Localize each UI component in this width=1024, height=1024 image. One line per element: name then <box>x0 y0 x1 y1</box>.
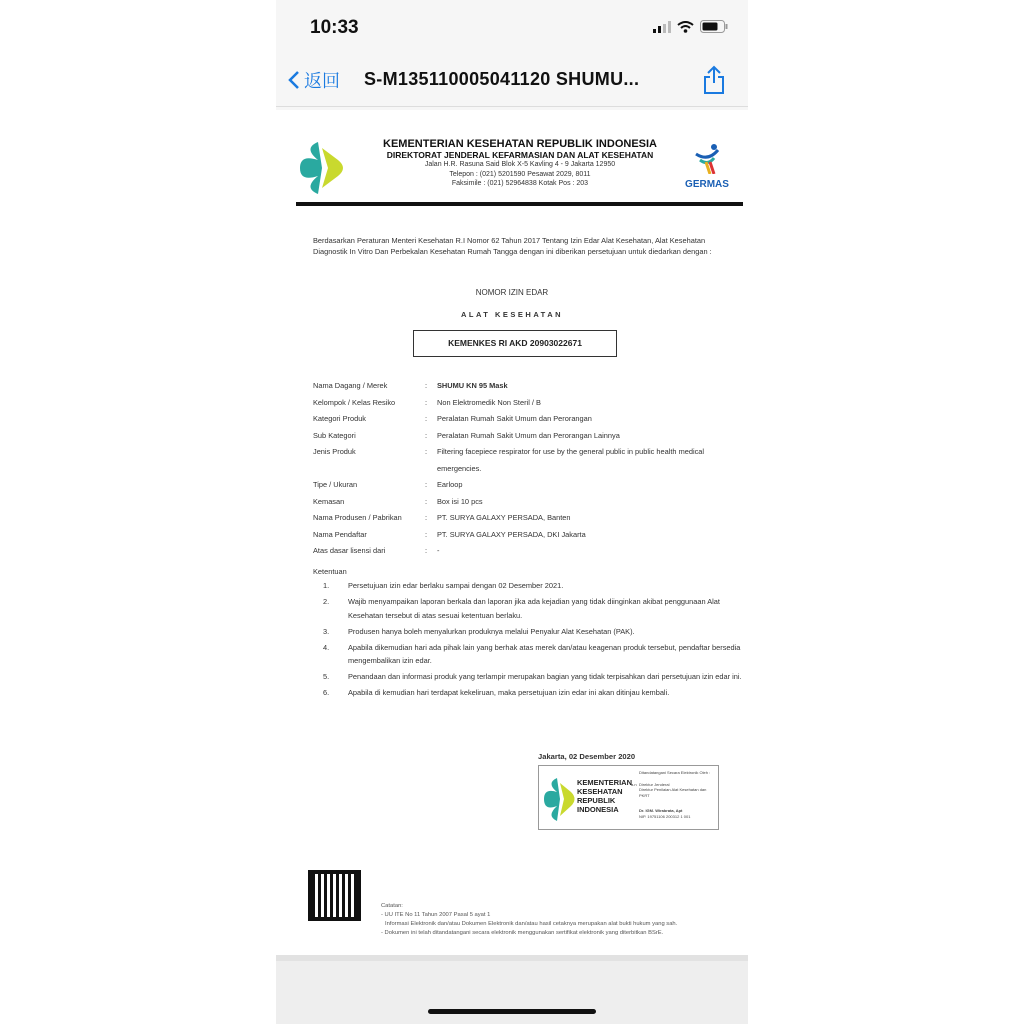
germas-logo <box>680 142 734 190</box>
chevron-left-icon <box>288 70 300 90</box>
field-value: Earloop <box>437 480 463 489</box>
field-row <box>313 477 733 494</box>
ketentuan-number: 2. <box>323 597 330 606</box>
field-label: Atas dasar lisensi dari <box>313 546 386 555</box>
germas-label: GERMAS <box>685 179 729 190</box>
role1: Direktur Jenderal <box>639 781 670 787</box>
field-colon: : <box>425 480 428 489</box>
field-colon: : <box>425 529 428 539</box>
phone-screen <box>276 0 748 1024</box>
field-colon: : <box>425 414 428 423</box>
intro-text: Berdasarkan Peraturan Menteri Kesehatan R.I Nomor 62 Tahun 2017 Tentang Izin Edar Alat Kesehatan, Alat Kesehatan Diagnostik In Vitro Dan Perbekalan Kesehatan Rumah Tangga dengan ini diberikan persetujuan untuk diedarkan dengan : <box>313 236 712 256</box>
field-label: Nama Pendaftar <box>313 529 367 539</box>
field-value: - <box>437 546 440 555</box>
battery-icon <box>700 20 728 33</box>
nomor-label: NOMOR IZIN EDAR <box>475 288 549 297</box>
field-row <box>313 543 733 560</box>
field-label: Sub Kategori <box>313 430 356 440</box>
field-row <box>313 395 733 412</box>
header-address: Jalan H.R. Rasuna Said Blok X-5 Kavling 4 - 9 Jakarta 12950 <box>424 161 616 168</box>
header-divider <box>296 202 743 206</box>
signed-by: Ditandatangani Secara Elektronik Oleh : <box>639 770 711 775</box>
ketentuan-text: Produsen hanya boleh menyalurkan produknya melalui Penyalur Alat Kesehatan (PAK). <box>348 626 635 636</box>
qr-code <box>308 870 361 921</box>
status-bar <box>276 0 748 55</box>
field-label: Jenis Produk <box>313 447 356 456</box>
field-colon: : <box>425 397 428 407</box>
notes-line3: - Dokumen ini telah ditandatangani secara elektronik menggunakan sertifikat elektronik yang diterbitkan BSrE. <box>381 930 664 936</box>
back-label: 返回 <box>304 71 340 91</box>
ketentuan-text: Wajib menyampaikan laporan berkala dan laporan jika ada kejadian yang tidak diinginkan akibat penggunaan Alat Kesehatan tersebut di atas sesuai ketentuan berlaku. <box>348 597 720 620</box>
header-directorate: DIREKTORAT JENDERAL KEFARMASIAN DAN ALAT KESEHATAN <box>386 150 654 160</box>
wifi-icon <box>677 21 694 33</box>
field-value: Peralatan Rumah Sakit Umum dan Perorangan <box>437 414 592 423</box>
back-button[interactable] <box>288 67 340 93</box>
status-time: 10:33 <box>310 17 359 38</box>
role2: Direktur Penilaian Alat Kesehatan dan PKRT <box>639 787 707 798</box>
field-value: Box isi 10 pcs <box>437 496 483 506</box>
bottom-area <box>276 955 748 1024</box>
field-label: Kategori Produk <box>313 414 366 423</box>
signal-icon <box>653 21 671 33</box>
signature-date: Jakarta, 02 Desember 2020 <box>538 752 636 761</box>
ketentuan-item <box>313 579 733 593</box>
notes-line2: Informasi Elektronik dan/atau Dokumen Elektronik dan/atau hasil cetaknya merupakan alat bukti hukum yang sah. <box>385 921 678 927</box>
field-row <box>313 494 733 511</box>
field-value: PT. SURYA GALAXY PERSADA, DKI Jakarta <box>437 529 586 539</box>
field-colon: : <box>425 447 428 456</box>
document-page <box>276 110 748 955</box>
field-value: Filtering facepiece respirator for use by the general public in public health medical emergencies. <box>437 447 705 473</box>
ketentuan-number: 3. <box>323 626 330 636</box>
notes-label: Catatan: <box>381 903 403 909</box>
header-fax: Faksimile : (021) 52964838 Kotak Pos : 203 <box>451 180 589 187</box>
permit-number: KEMENKES RI AKD 20903022671 <box>413 330 617 357</box>
signer-nip: NIP. 19751106 200312 1 001 <box>639 813 691 819</box>
header-phone: Telepon : (021) 5201590 Pesawat 2029, 8011 <box>449 170 591 178</box>
ketentuan-number: 1. <box>323 581 330 590</box>
navigation-bar <box>276 55 748 107</box>
field-colon: : <box>425 546 428 555</box>
field-value: PT. SURYA GALAXY PERSADA, Banten <box>437 513 571 522</box>
share-icon[interactable] <box>702 65 726 95</box>
ketentuan-number: 4. <box>323 642 330 652</box>
field-colon: : <box>425 381 428 390</box>
signature-block <box>538 765 719 830</box>
field-label: Kemasan <box>313 496 345 506</box>
field-value: Peralatan Rumah Sakit Umum dan Perorangan Lainnya <box>437 430 620 440</box>
ketentuan-text: Penandaan dan informasi produk yang terlampir merupakan bagian yang tidak terpisahkan dari persetujuan izin edar ini. <box>348 672 742 681</box>
field-label: Nama Dagang / Merek <box>313 381 388 390</box>
field-row <box>313 444 733 477</box>
header-ministry: KEMENTERIAN KESEHATAN REPUBLIK INDONESIA <box>383 138 657 150</box>
ketentuan-label: Ketentuan <box>313 567 347 576</box>
ketentuan-item <box>313 625 733 639</box>
field-colon: : <box>425 430 428 440</box>
ketentuan-number: 5. <box>323 672 330 681</box>
ketentuan-text: Persetujuan izin edar berlaku sampai dengan 02 Desember 2021. <box>348 581 564 590</box>
field-value: SHUMU KN 95 Mask <box>437 381 508 390</box>
field-colon: : <box>425 513 428 522</box>
field-label: Kelompok / Kelas Resiko <box>313 397 396 407</box>
ketentuan-number: 6. <box>323 688 330 697</box>
field-label: Tipe / Ukuran <box>313 480 358 489</box>
field-colon: : <box>425 496 428 506</box>
field-row <box>313 527 733 544</box>
kemenkes-logo-icon <box>298 140 348 195</box>
field-row <box>313 378 733 395</box>
home-indicator[interactable] <box>428 1009 596 1014</box>
ketentuan-list <box>313 579 742 702</box>
ketentuan-text: Apabila di kemudian hari terdapat kekeliruan, maka persetujuan izin edar ini akan ditinjau kembali. <box>348 688 670 697</box>
an: a.n <box>631 781 637 787</box>
document-title: S-M135110005041120 SHUMU... <box>364 69 640 89</box>
germas-figure-icon <box>692 142 722 174</box>
field-value: Non Elektromedik Non Steril / B <box>437 397 541 407</box>
ketentuan-item <box>313 641 741 668</box>
field-label: Nama Produsen / Pabrikan <box>313 513 402 522</box>
signature-logo-text: KEMENTERIAN KESEHATAN REPUBLIK INDONESIA <box>577 778 633 814</box>
field-row <box>313 428 733 445</box>
kemenkes-logo-small-icon <box>543 776 577 822</box>
field-row <box>313 411 733 428</box>
ketentuan-item <box>313 670 742 684</box>
notes-line1: - UU ITE No 11 Tahun 2007 Pasal 5 ayat 1 <box>381 912 491 918</box>
product-fields <box>313 378 733 560</box>
field-row <box>313 510 733 527</box>
category-label: ALAT KESEHATAN <box>460 310 564 319</box>
signer-name: Dr. IGM. Wirabrata, Apt <box>639 808 683 813</box>
ketentuan-item <box>313 595 733 622</box>
ketentuan-item <box>313 686 733 700</box>
ketentuan-text: Apabila dikemudian hari ada pihak lain yang berhak atas merek dan/atau keagenan produk tersebut, pendaftar bersedia mengembalikan izin edar. <box>348 642 741 665</box>
